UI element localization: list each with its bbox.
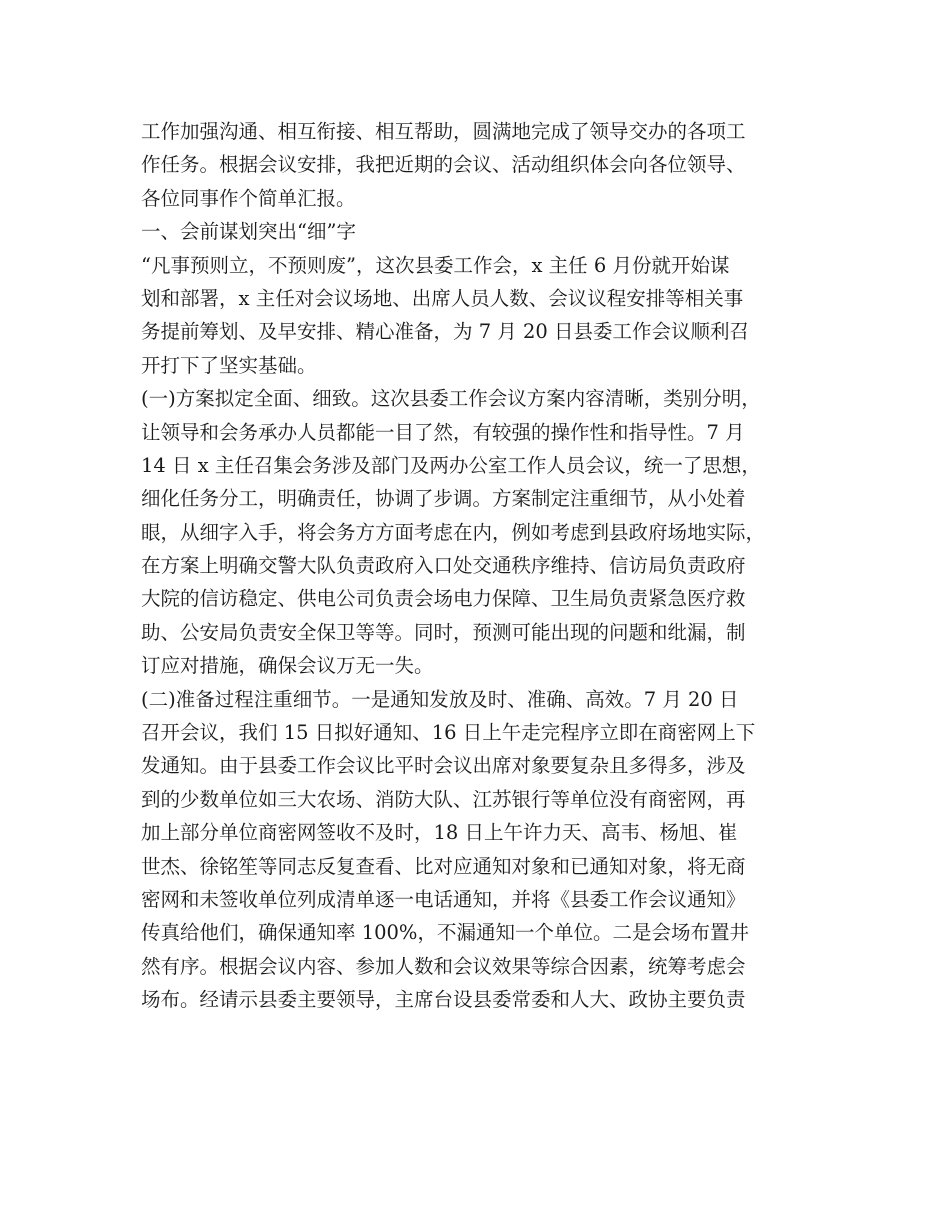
text-line: 在方案上明确交警大队负责政府入口处交通秩序维持、信访局负责政府 xyxy=(141,554,746,578)
text-line: 划和部署，x 主任对会议场地、出席人员人数、会议议程安排等相关事 xyxy=(141,286,744,310)
text-line: 务提前筹划、及早安排、精心准备，为 7 月 20 日县委工作会议顺利召 xyxy=(141,320,750,344)
text-line: 14 日 x 主任召集会务涉及部门及两办公室工作人员会议，统一了思想， xyxy=(141,453,761,477)
text-line: 细化任务分工，明确责任，协调了步调。方案制定注重细节，从小处着 xyxy=(141,487,746,511)
text-line: 作任务。根据会议安排，我把近期的会议、活动组织体会向各位领导、 xyxy=(141,153,746,177)
text-line: 让领导和会务承办人员都能一目了然，有较强的操作性和指导性。7 月 xyxy=(141,420,745,444)
section-heading: 一、会前谋划突出“细”字 xyxy=(141,220,356,244)
text-line: “凡事预则立，不预则废”，这次县委工作会，x 主任 6 月份就开始谋 xyxy=(141,253,730,277)
text-line: 助、公安局负责安全保卫等等。同时，预测可能出现的问题和纰漏，制 xyxy=(141,620,746,644)
subsection-heading: (一)方案拟定全面、细致。这次县委工作会议方案内容清晰，类别分明， xyxy=(141,387,761,411)
text-line: 眼，从细字入手，将会务方方面考虑在内，例如考虑到县政府场地实际， xyxy=(141,520,766,544)
text-line: 召开会议，我们 15 日拟好通知、16 日上午走完程序立即在商密网上下 xyxy=(141,721,756,745)
text-line: 发通知。由于县委工作会议比平时会议出席对象要复杂且多得多，涉及 xyxy=(141,754,746,778)
text-line: 各位同事作个简单汇报。 xyxy=(141,186,356,210)
text-line: 大院的信访稳定、供电公司负责会场电力保障、卫生局负责紧急医疗救 xyxy=(141,587,746,611)
text-line: 密网和未签收单位列成清单逐一电话通知，并将《县委工作会议通知》 xyxy=(141,887,746,911)
document-body xyxy=(141,115,841,1017)
text-line: 工作加强沟通、相互衔接、相互帮助，圆满地完成了领导交办的各项工 xyxy=(141,120,746,143)
text-line: 场布。经请示县委主要领导，主席台设县委常委和人大、政协主要负责 xyxy=(141,988,746,1012)
text-line: 世杰、徐铭笙等同志反复查看、比对应通知对象和已通知对象，将无商 xyxy=(141,854,746,878)
text-line: 订应对措施，确保会议万无一失。 xyxy=(141,654,434,678)
subsection-heading: (二)准备过程注重细节。一是通知发放及时、准确、高效。7 月 20 日 xyxy=(141,687,739,711)
text-line: 到的少数单位如三大农场、消防大队、江苏银行等单位没有商密网，再 xyxy=(141,787,746,811)
text-line: 加上部分单位商密网签收不及时，18 日上午许力天、高韦、杨旭、崔 xyxy=(141,821,738,845)
text-line: 然有序。根据会议内容、参加人数和会议效果等综合因素，统筹考虑会 xyxy=(141,954,746,978)
text-line: 开打下了坚实基础。 xyxy=(141,353,317,377)
text-line: 传真给他们，确保通知率 100%，不漏通知一个单位。二是会场布置井 xyxy=(141,921,749,945)
